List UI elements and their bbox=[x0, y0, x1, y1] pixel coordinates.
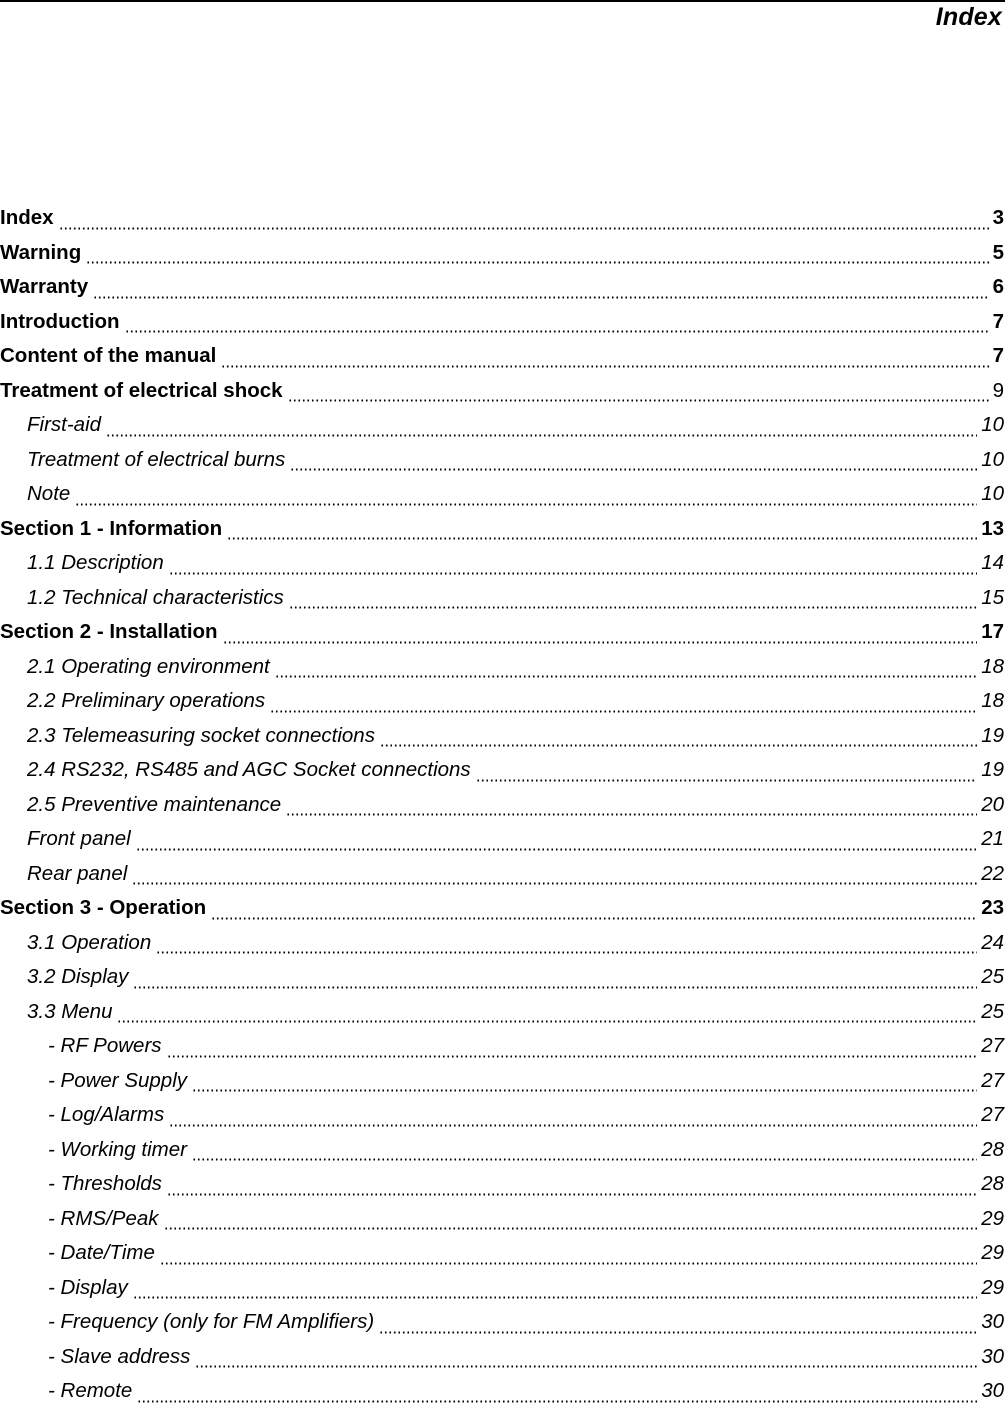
toc-entry-page-number: 29 bbox=[981, 1275, 1004, 1299]
toc-entry[interactable] bbox=[0, 1374, 1005, 1409]
toc-dot-leader bbox=[192, 1078, 977, 1092]
toc-entry[interactable] bbox=[0, 926, 1005, 961]
toc-dot-leader bbox=[106, 423, 977, 437]
toc-entry-page-number: 20 bbox=[981, 792, 1004, 816]
toc-entry-label: 1.2 Technical characteristics bbox=[27, 585, 284, 609]
toc-dot-leader bbox=[164, 1216, 978, 1230]
toc-entry[interactable] bbox=[0, 408, 1005, 443]
toc-entry[interactable] bbox=[0, 753, 1005, 788]
toc-entry[interactable] bbox=[0, 546, 1005, 581]
toc-entry[interactable] bbox=[0, 1271, 1005, 1306]
toc-entry-page-number: 15 bbox=[981, 585, 1004, 609]
toc-entry-page-number: 18 bbox=[981, 654, 1004, 678]
toc-entry-label: 2.4 RS232, RS485 and AGC Socket connections bbox=[27, 758, 471, 782]
toc-entry[interactable] bbox=[0, 512, 1005, 547]
toc-entry-label: First-aid bbox=[27, 413, 102, 437]
toc-dot-leader bbox=[156, 940, 977, 954]
toc-entry-page-number: 27 bbox=[981, 1068, 1004, 1092]
toc-entry[interactable] bbox=[0, 305, 1005, 340]
toc-entry[interactable] bbox=[0, 374, 1005, 409]
toc-entry-page-number: 21 bbox=[981, 827, 1004, 851]
toc-entry-page-number: 10 bbox=[981, 482, 1004, 506]
toc-entry[interactable] bbox=[0, 615, 1005, 650]
toc-entry-page-number: 30 bbox=[981, 1344, 1004, 1368]
toc-dot-leader bbox=[136, 837, 977, 851]
toc-entry-label: - Frequency (only for FM Amplifiers) bbox=[48, 1310, 375, 1334]
toc-dot-leader bbox=[169, 561, 977, 575]
toc-dot-leader bbox=[133, 975, 977, 989]
toc-dot-leader bbox=[289, 595, 977, 609]
toc-entry-label: - Working timer bbox=[48, 1137, 187, 1161]
toc-entry[interactable] bbox=[0, 650, 1005, 685]
toc-entry[interactable] bbox=[0, 1305, 1005, 1340]
toc-entry-page-number: 30 bbox=[981, 1379, 1004, 1403]
toc-entry-label: Warranty bbox=[0, 275, 89, 299]
toc-entry-label: Front panel bbox=[27, 827, 131, 851]
toc-dot-leader bbox=[290, 457, 977, 471]
toc-entry[interactable] bbox=[0, 1029, 1005, 1064]
toc-entry-page-number: 5 bbox=[992, 240, 1004, 264]
toc-dot-leader bbox=[59, 216, 989, 230]
toc-entry-label: - Power Supply bbox=[48, 1068, 188, 1092]
toc-entry-label: - Display bbox=[48, 1275, 128, 1299]
toc-entry-page-number: 10 bbox=[981, 447, 1004, 471]
toc-entry-page-number: 29 bbox=[981, 1206, 1004, 1230]
toc-dot-leader bbox=[137, 1389, 977, 1403]
toc-entry-label: Treatment of electrical burns bbox=[27, 447, 286, 471]
toc-entry[interactable] bbox=[0, 1167, 1005, 1202]
toc-entry[interactable] bbox=[0, 960, 1005, 995]
toc-dot-leader bbox=[169, 1113, 977, 1127]
toc-entry-page-number: 28 bbox=[981, 1137, 1004, 1161]
toc-entry-label: Section 3 - Operation bbox=[0, 896, 207, 920]
toc-entry[interactable] bbox=[0, 477, 1005, 512]
toc-entry-page-number: 7 bbox=[992, 344, 1004, 368]
toc-entry-page-number: 22 bbox=[981, 861, 1004, 885]
toc-entry-label: - Slave address bbox=[48, 1344, 191, 1368]
toc-entry-page-number: 29 bbox=[981, 1241, 1004, 1265]
toc-dot-leader bbox=[227, 526, 977, 540]
toc-entry[interactable] bbox=[0, 339, 1005, 374]
toc-entry[interactable] bbox=[0, 270, 1005, 305]
toc-dot-leader bbox=[133, 1285, 977, 1299]
toc-dot-leader bbox=[167, 1182, 977, 1196]
toc-entry[interactable] bbox=[0, 1236, 1005, 1271]
toc-dot-leader bbox=[379, 1320, 977, 1334]
toc-entry[interactable] bbox=[0, 788, 1005, 823]
toc-dot-leader bbox=[160, 1251, 977, 1265]
toc-entry-page-number: 27 bbox=[981, 1103, 1004, 1127]
toc-entry-page-number: 14 bbox=[981, 551, 1004, 575]
toc-entry-label: Rear panel bbox=[27, 861, 128, 885]
toc-dot-leader bbox=[86, 250, 988, 264]
toc-entry[interactable] bbox=[0, 1202, 1005, 1237]
toc-dot-leader bbox=[221, 354, 988, 368]
toc-entry-page-number: 6 bbox=[992, 275, 1004, 299]
toc-entry[interactable] bbox=[0, 1098, 1005, 1133]
toc-dot-leader bbox=[195, 1354, 977, 1368]
toc-entry-page-number: 3 bbox=[992, 206, 1004, 230]
toc-entry[interactable] bbox=[0, 891, 1005, 926]
toc-entry[interactable] bbox=[0, 1133, 1005, 1168]
toc-entry[interactable] bbox=[0, 719, 1005, 754]
toc-entry-page-number: 18 bbox=[981, 689, 1004, 713]
toc-entry[interactable] bbox=[0, 1340, 1005, 1375]
toc-entry-label: 3.3 Menu bbox=[27, 999, 113, 1023]
toc-dot-leader bbox=[275, 664, 977, 678]
toc-entry-label: 2.2 Preliminary operations bbox=[27, 689, 266, 713]
toc-entry-page-number: 9 bbox=[992, 378, 1004, 402]
toc-entry[interactable] bbox=[0, 201, 1005, 236]
toc-entry-label: Content of the manual bbox=[0, 344, 217, 368]
toc-dot-leader bbox=[125, 319, 989, 333]
page-header-title: Index bbox=[935, 3, 1002, 31]
toc-entry-label: - Log/Alarms bbox=[48, 1103, 165, 1127]
toc-entry-page-number: 27 bbox=[981, 1034, 1004, 1058]
toc-dot-leader bbox=[192, 1147, 977, 1161]
toc-dot-leader bbox=[223, 630, 978, 644]
toc-entry-label: Index bbox=[0, 206, 54, 230]
toc-entry-page-number: 23 bbox=[981, 896, 1004, 920]
toc-entry[interactable] bbox=[0, 236, 1005, 271]
toc-dot-leader bbox=[476, 768, 978, 782]
toc-dot-leader bbox=[270, 699, 977, 713]
toc-entry-label: Section 2 - Installation bbox=[0, 620, 218, 644]
toc-entry-label: 3.1 Operation bbox=[27, 930, 152, 954]
toc-dot-leader bbox=[75, 492, 977, 506]
toc-dot-leader bbox=[167, 1044, 978, 1058]
toc-entry[interactable] bbox=[0, 581, 1005, 616]
toc-entry[interactable] bbox=[0, 684, 1005, 719]
toc-entry-label: Treatment of electrical shock bbox=[0, 378, 283, 402]
toc-entry-label: 3.2 Display bbox=[27, 965, 129, 989]
toc-entry-page-number: 28 bbox=[981, 1172, 1004, 1196]
toc-dot-leader bbox=[380, 733, 977, 747]
toc-entry-label: 2.3 Telemeasuring socket connections bbox=[27, 723, 375, 747]
toc-entry-label: Note bbox=[27, 482, 71, 506]
toc-entry-page-number: 17 bbox=[981, 620, 1004, 644]
toc-entry[interactable] bbox=[0, 1064, 1005, 1099]
toc-dot-leader bbox=[93, 285, 988, 299]
toc-entry-label: - RMS/Peak bbox=[48, 1206, 159, 1230]
toc-entry-page-number: 19 bbox=[981, 758, 1004, 782]
toc-entry[interactable] bbox=[0, 822, 1005, 857]
toc-entry-page-number: 19 bbox=[981, 723, 1004, 747]
toc-dot-leader bbox=[286, 802, 977, 816]
header-rule bbox=[0, 0, 1005, 2]
toc-entry-label: - Remote bbox=[48, 1379, 133, 1403]
toc-dot-leader bbox=[288, 388, 989, 402]
toc-dot-leader bbox=[117, 1009, 977, 1023]
table-of-contents bbox=[0, 201, 1005, 1409]
toc-entry-page-number: 24 bbox=[981, 930, 1004, 954]
toc-entry-label: - Date/Time bbox=[48, 1241, 155, 1265]
toc-dot-leader bbox=[211, 906, 977, 920]
toc-entry-label: 2.5 Preventive maintenance bbox=[27, 792, 282, 816]
toc-entry[interactable] bbox=[0, 857, 1005, 892]
toc-entry-page-number: 10 bbox=[981, 413, 1004, 437]
toc-entry-label: - Thresholds bbox=[48, 1172, 162, 1196]
toc-entry-page-number: 7 bbox=[992, 309, 1004, 333]
toc-entry-page-number: 25 bbox=[981, 999, 1004, 1023]
toc-entry-label: Section 1 - Information bbox=[0, 516, 223, 540]
toc-entry-label: - RF Powers bbox=[48, 1034, 162, 1058]
toc-entry-label: 1.1 Description bbox=[27, 551, 164, 575]
toc-dot-leader bbox=[132, 871, 977, 885]
toc-entry-page-number: 13 bbox=[981, 516, 1004, 540]
toc-entry-label: Warning bbox=[0, 240, 82, 264]
toc-entry-page-number: 25 bbox=[981, 965, 1004, 989]
toc-entry[interactable] bbox=[0, 443, 1005, 478]
toc-entry-page-number: 30 bbox=[981, 1310, 1004, 1334]
toc-entry-label: Introduction bbox=[0, 309, 120, 333]
toc-entry-label: 2.1 Operating environment bbox=[27, 654, 270, 678]
toc-entry[interactable] bbox=[0, 995, 1005, 1030]
